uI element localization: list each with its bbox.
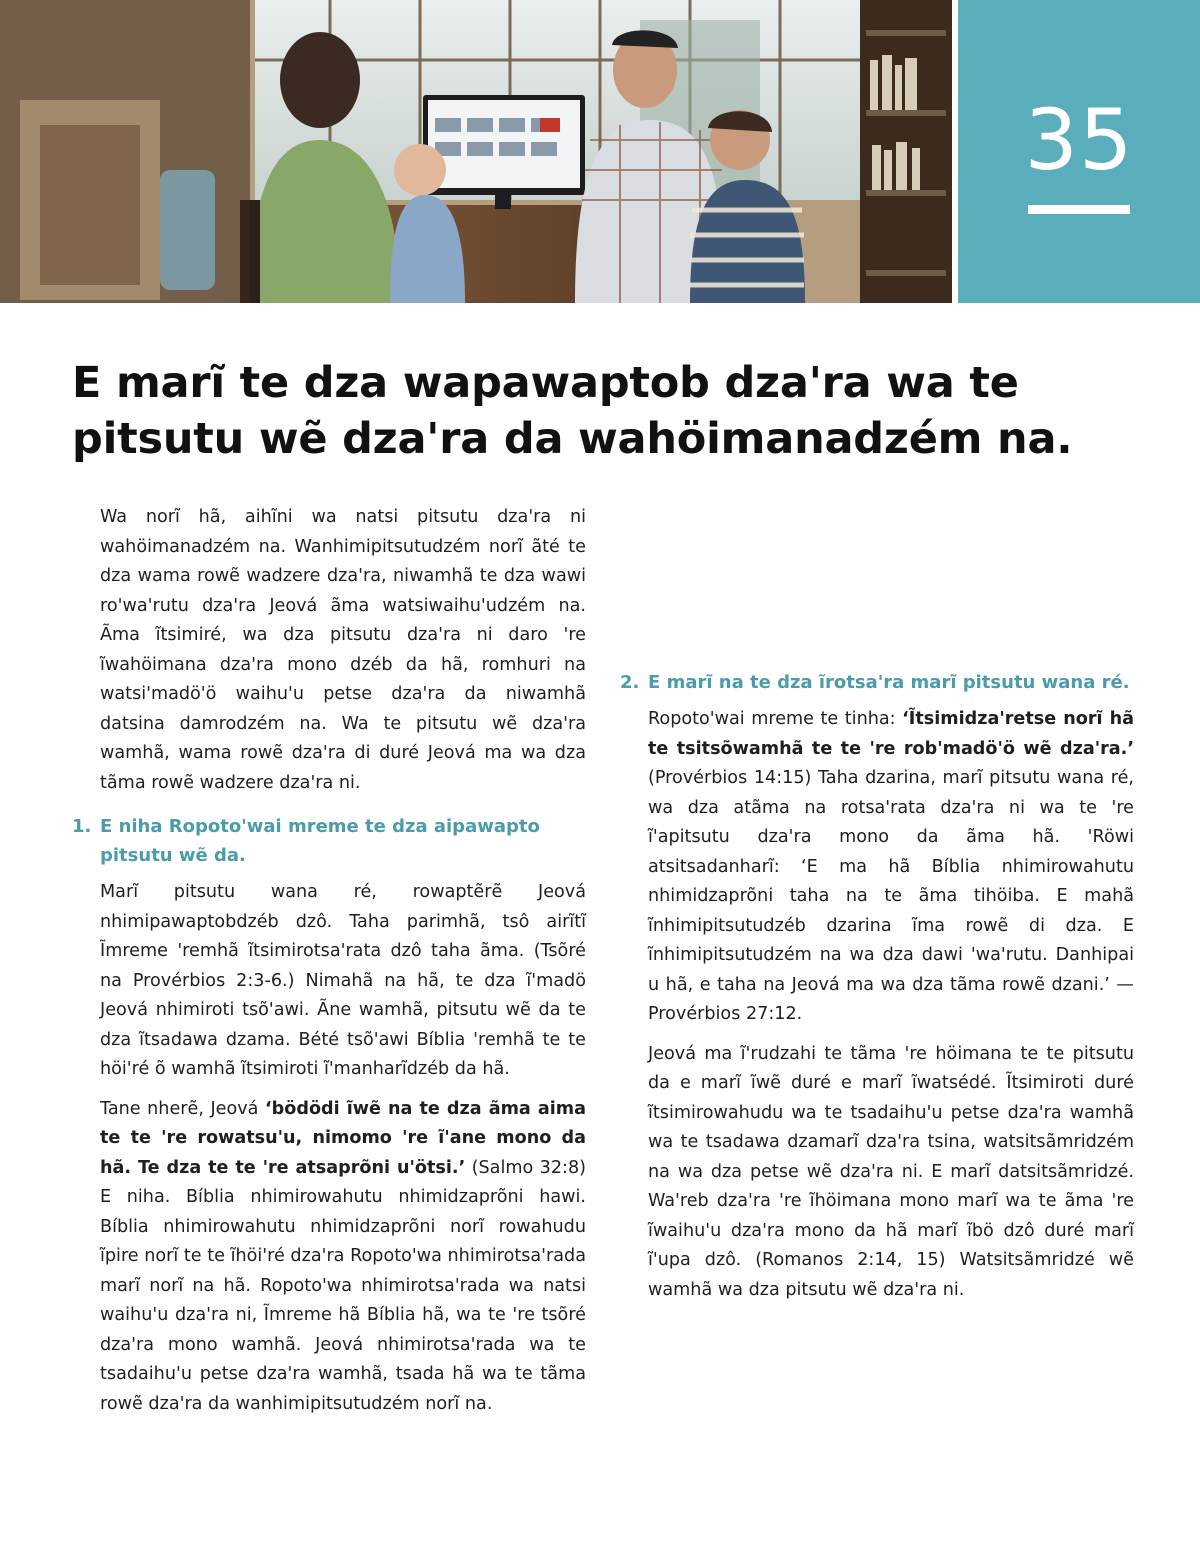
section-1-p2-rest: (Salmo 32:8) E niha. Bíblia nhimirowahutu nhimidzaprõni hawi. Bíblia nhimirowahutu nhimidzaprõni norĩ rowahudu ĩpire norĩ te te ĩhöi'ré dza'ra Ropoto'wa nhimirotsa'rada marĩ norĩ na hã. Ropoto'wa nhimirotsa'rada wa natsi waihu'u dza'ra ni, Ĩmreme hã Bíblia hã, wa te 're tsõré dza'ra mono wamhã. Jeová nhimirotsa'rada wa te tsadaihu'u petse dza'ra wamhã, tsada hã wa te tãma rowẽ dza'ra da wanhimipitsutudzém norĩ na. <box>100 1157 586 1414</box>
section-2-question: E marĩ na te dza ĩrotsa'ra marĩ pitsutu wana ré. <box>648 672 1130 693</box>
section-2-p1-lead: Ropoto'wai mreme te tinha: <box>648 709 903 729</box>
left-column <box>72 503 586 1429</box>
page-title: E marĩ te dza wapawaptob dza'ra wa te pitsutu wẽ dza'ra da wahöimanadzém na. <box>72 358 1073 464</box>
section-1-question: E niha Ropoto'wai mreme te dza aipawapto pitsutu wẽ da. <box>100 816 540 866</box>
section-1-paragraph-1: Marĩ pitsutu wana ré, rowaptẽrẽ Jeová nhimipawaptobdzéb dzô. Taha parimhã, tsô airĩtĩ Ĩmreme 'remhã ĩtsimirotsa'rata dzô taha ãma. (Tsõré na Provérbios 2:3-6.) Nimahã na hã, te dza ĩ'madö Jeová nhimiroti tsõ'awi. Ãne wamhã, pitsutu wẽ da te dza ĩtsadawa dzama. Bété tsõ'awi Bíblia 'remhã te te höi'ré õ wamhã ĩtsimiroti ĩ'manharĩdzéb da hã. <box>100 882 586 1079</box>
section-2-p1-rest: (Provérbios 14:15) Taha dzarina, marĩ pitsutu wana ré, wa dza atãma na rotsa'rata dza'ra ni wa te 're ĩ'apitsutu dza'ra mono da ãma hã. 'Röwi atsitsadanharĩ: ‘E ma hã Bíblia nhimirowahutu nhimidzaprõni taha na te ãma tihöiba. E mahã ĩnhimipitsutudzéb dzarina ĩma rowẽ di dza. E ĩnhimipitsutudzém na wa dza dawi 'wa'rutu. Danhipai u hã, e taha na Jeová ma wa dza tãma rowẽ dzani.’ — Provérbios 27:12. <box>648 768 1134 1024</box>
lesson-number-block <box>958 0 1200 303</box>
family-at-computer-illustration <box>0 0 952 303</box>
lesson-number-underline <box>1028 205 1130 214</box>
section-2-paragraph-2: Jeová ma ĩ'rudzahi te tãma 're höimana te te pitsutu da e marĩ ĩwẽ duré e marĩ ĩwatsédé. Ĩtsimiroti duré ĩtsimirowahudu wa te tsadaihu'u petse dza'ra wamhã wa te tsadawa dzamarĩ dza'ra tsina, watsitsãmridzém na wa dza petse wẽ dza'ra ni. E marĩ datsitsãmridzé. Wa'reb dza'ra 're ĩhöimana mono marĩ wa te ãma 're ĩwaihu'u dza'ra mono da hã marĩ ĩbö dzô duré marĩ ĩ'upa dzô. (Romanos 2:14, 15) Watsitsãmridzé wẽ wamhã wa dza pitsutu wẽ dza'ra ni. <box>648 1043 1134 1300</box>
section-2-heading <box>620 668 1134 697</box>
header-photo <box>0 0 952 303</box>
section-1-p2-lead: Tane nherẽ, Jeová <box>100 1098 265 1119</box>
lesson-number: 35 <box>1024 91 1134 189</box>
intro-paragraph: Wa norĩ hã, aihĩni wa natsi pitsutu dza'ra ni wahöimanadzém na. Wanhimipitsutudzém norĩ ãté te dza wama rowẽ wadzere dza'ra, niwamhã te dza wawi ro'wa'rutu dza'ra Jeová ãma watsiwaihu'udzém na. Ãma ĩtsimiré, wa dza pitsutu dza'ra ni daro 're ĩwahöimana dza'ra mono dzéb da hã, romhuri na watsi'madö'ö waihu'u petse dza'ra da niwamhã datsina damrodzém na. Wa te pitsutu wẽ dza'ra wamhã, wama rowẽ dza'ra di duré Jeová ma wa dza tãma rowẽ wadzere dza'ra ni. <box>100 507 586 793</box>
right-column <box>620 503 1134 1315</box>
section-2-paragraph-1 <box>648 705 1134 1030</box>
section-2-p1-quote: ‘Ĩtsimidza'retse norĩ hã te tsitsõwamhã te te 're rob'madö'ö wẽ dza'ra.’ <box>648 709 1134 759</box>
section-1-number: 1. <box>72 816 92 837</box>
section-2-number: 2. <box>620 672 640 693</box>
section-1-p2-quote: ‘bödödi ĩwẽ na te dza ãma aima te te 're rowatsu'u, nimomo 're ĩ'ane mono da hã. Te dza te te 're atsaprõni u'ötsi.’ <box>100 1098 586 1178</box>
section-1-paragraph-2 <box>100 1095 586 1420</box>
section-1-heading <box>72 812 586 870</box>
